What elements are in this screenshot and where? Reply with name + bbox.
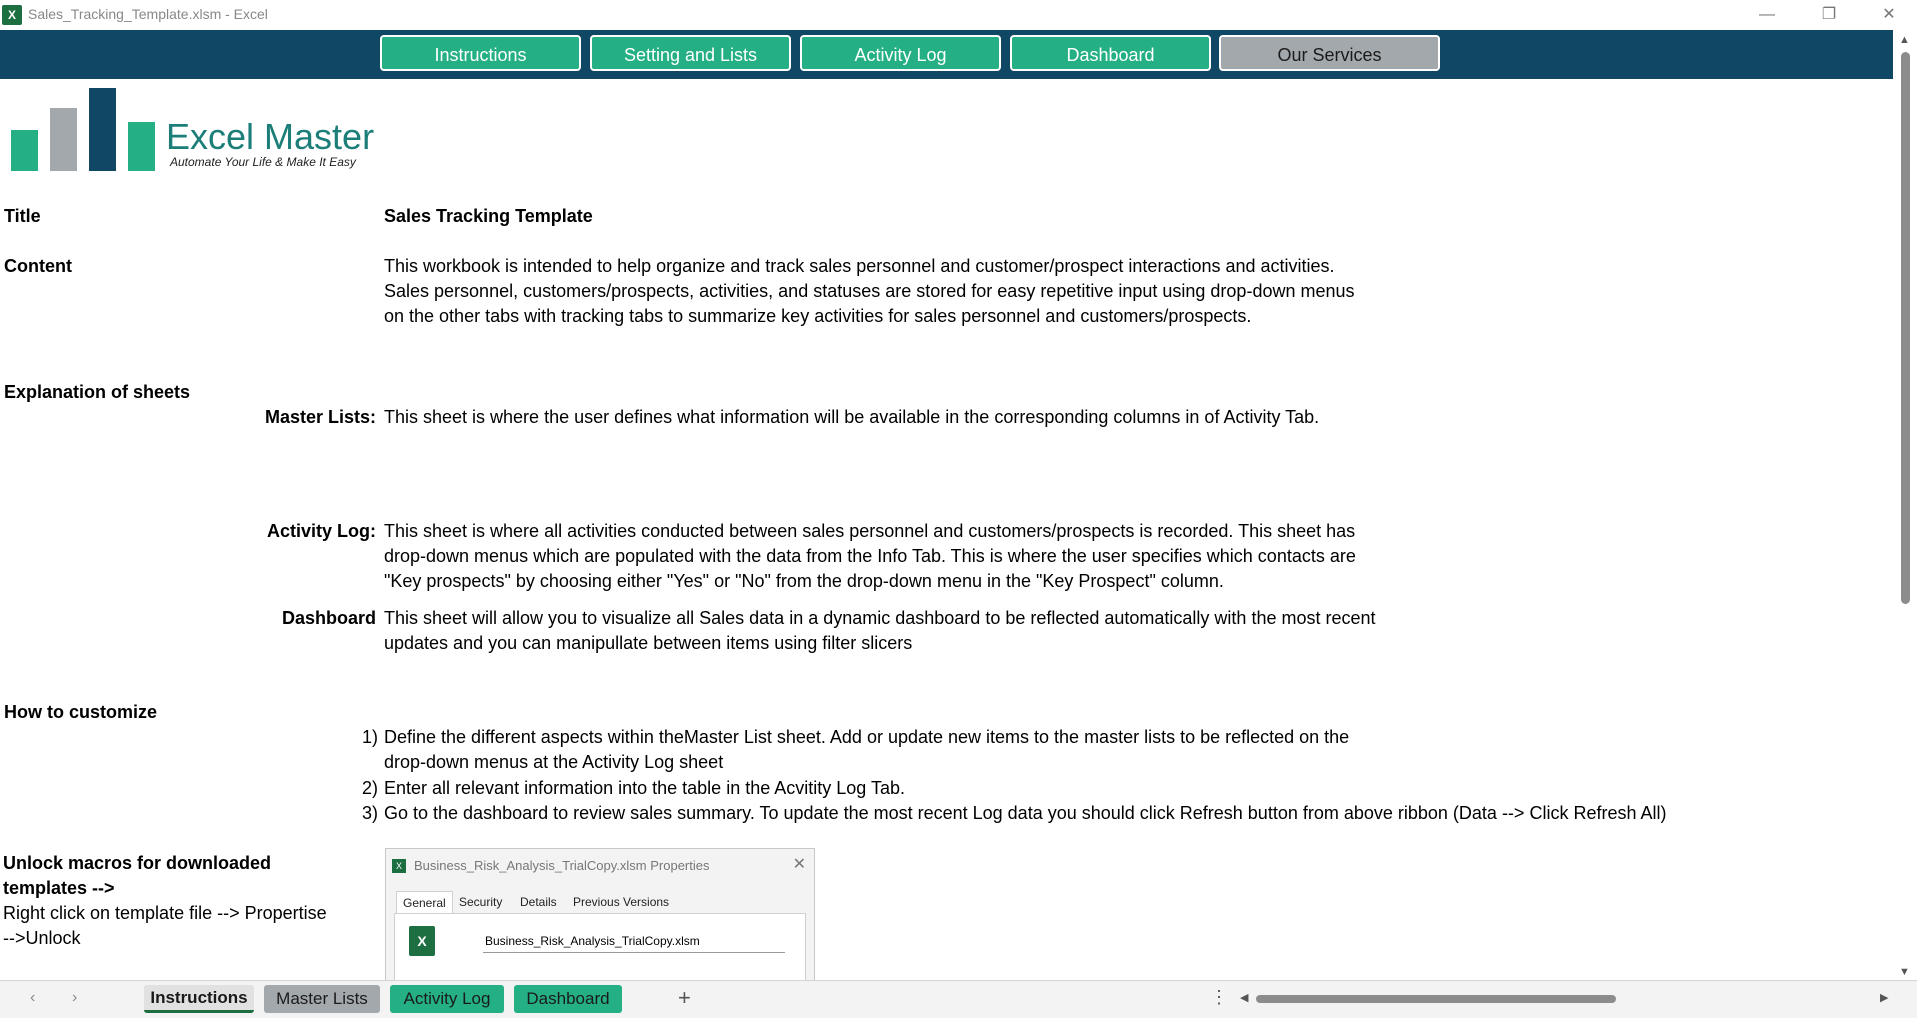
master-lists-text: This sheet is where the user defines what information will be available in the corresponding columns in of Activity Tab. [384,407,1320,427]
dialog-title: Business_Risk_Analysis_TrialCopy.xlsm Properties [414,858,710,873]
activity-log-label: Activity Log: [266,521,376,541]
scroll-down-icon[interactable]: ▼ [1899,966,1910,978]
step-2-line-1: Enter all relevant information into the table in the Acvitity Log Tab. [384,778,905,798]
chevron-right-icon[interactable]: › [72,989,78,1006]
content-line-1: This workbook is intended to help organize and track sales personnel and customer/prospect interactions and activities. [384,256,1335,276]
vertical-scroll-thumb[interactable] [1901,52,1910,604]
chevron-left-icon[interactable]: ‹ [30,989,36,1006]
unlock-line-3: Right click on template file --> Propertise [3,903,327,923]
explanation-label: Explanation of sheets [4,382,191,402]
master-lists-label: Master Lists: [264,407,376,427]
nav-dashboard-button[interactable]: Dashboard [1010,35,1211,71]
dialog-tab-previous-versions: Previous Versions [573,895,670,909]
logo-bar-2 [50,108,77,171]
logo-bar-3 [89,88,116,171]
sheet-tab-instructions[interactable]: Instructions [144,985,254,1013]
dialog-tab-details: Details [520,895,557,909]
add-sheet-icon[interactable]: + [678,985,691,1010]
sheet-tab-bar [0,980,1917,1018]
content-label: Content [4,256,72,276]
sheet-tab-activity-log[interactable]: Activity Log [390,985,504,1013]
content-line-3: on the other tabs with tracking tabs to summarize key activities for sales personnel and customers/prospects. [384,306,1252,326]
customize-label: How to customize [4,702,158,722]
step-1-number: 1) [361,727,378,747]
nav-activity-log-button[interactable]: Activity Log [800,35,1001,71]
dashboard-line-2: updates and you can manipullate between items using filter slicers [384,633,913,653]
excel-app-icon: X [2,5,22,25]
excel-file-small-icon: X [392,859,406,873]
logo-bar-4 [128,122,155,171]
nav-band [0,30,1893,79]
unlock-line-2: templates --> [3,878,115,898]
more-options-icon[interactable]: ⋮ [1210,987,1228,1007]
window-title: Sales_Tracking_Template.xlsm - Excel [28,6,268,22]
sheet-tab-dashboard[interactable]: Dashboard [514,985,622,1013]
unlock-line-4: -->Unlock [3,928,81,948]
nav-instructions-button[interactable]: Instructions [380,35,581,71]
dashboard-label: Dashboard [281,608,376,628]
activity-line-1: This sheet is where all activities conducted between sales personnel and customers/prospects is recorded. This sheet has [384,521,1356,541]
nav-our-services-button[interactable]: Our Services [1219,35,1440,71]
activity-line-3: "Key prospects" by choosing either "Yes" or "No" from the drop-down menu in the "Key Prospect" column. [384,571,1224,591]
vertical-scrollbar[interactable] [1893,30,1917,980]
restore-button[interactable]: ❐ [1821,6,1837,23]
logo-bar-1 [11,130,38,171]
horizontal-scroll-thumb[interactable] [1256,995,1616,1003]
logo-tagline: Automate Your Life & Make It Easy [170,155,356,169]
close-button[interactable]: ✕ [1882,6,1896,23]
scroll-right-icon[interactable]: ▶ [1880,992,1889,1004]
sheet-tab-master-lists[interactable]: Master Lists [264,985,380,1013]
step-3-number: 3) [361,803,378,823]
step-3-line-1: Go to the dashboard to review sales summary. To update the most recent Log data you should click Refresh button from above ribbon (Data --> Click Refresh All) [384,803,1667,823]
logo-name: Excel Master [166,116,375,157]
dialog-close-icon: ✕ [792,856,806,873]
dialog-tab-general: General [396,891,453,914]
content-line-2: Sales personnel, customers/prospects, activities, and statuses are stored for easy repetitive input using drop-down menus [384,281,1355,301]
minimize-button[interactable]: — [1759,6,1775,23]
step-1-line-1: Define the different aspects within theMaster List sheet. Add or update new items to the master lists to be reflected on the [384,727,1350,747]
title-value: Sales Tracking Template [384,206,593,226]
unlock-line-1: Unlock macros for downloaded [3,853,272,873]
dialog-tab-security: Security [459,895,503,909]
dialog-file-name: Business_Risk_Analysis_TrialCopy.xlsm [483,930,785,953]
dashboard-line-1: This sheet will allow you to visualize all Sales data in a dynamic dashboard to be reflected automatically with the most recent [384,608,1376,628]
nav-settings-button[interactable]: Setting and Lists [590,35,791,71]
title-label: Title [4,206,41,226]
step-2-number: 2) [361,778,378,798]
step-1-line-2: drop-down menus at the Activity Log sheet [384,752,724,772]
activity-line-2: drop-down menus which are populated with the data from the Info Tab. This is where the user specifies which contacts are [384,546,1356,566]
dialog-general-pane [394,913,806,982]
excel-file-icon: X [409,926,435,956]
properties-dialog-image [385,848,815,982]
window-titlebar [0,0,1917,30]
scroll-up-icon[interactable]: ▲ [1899,34,1910,46]
scroll-left-icon[interactable]: ◀ [1240,992,1249,1004]
